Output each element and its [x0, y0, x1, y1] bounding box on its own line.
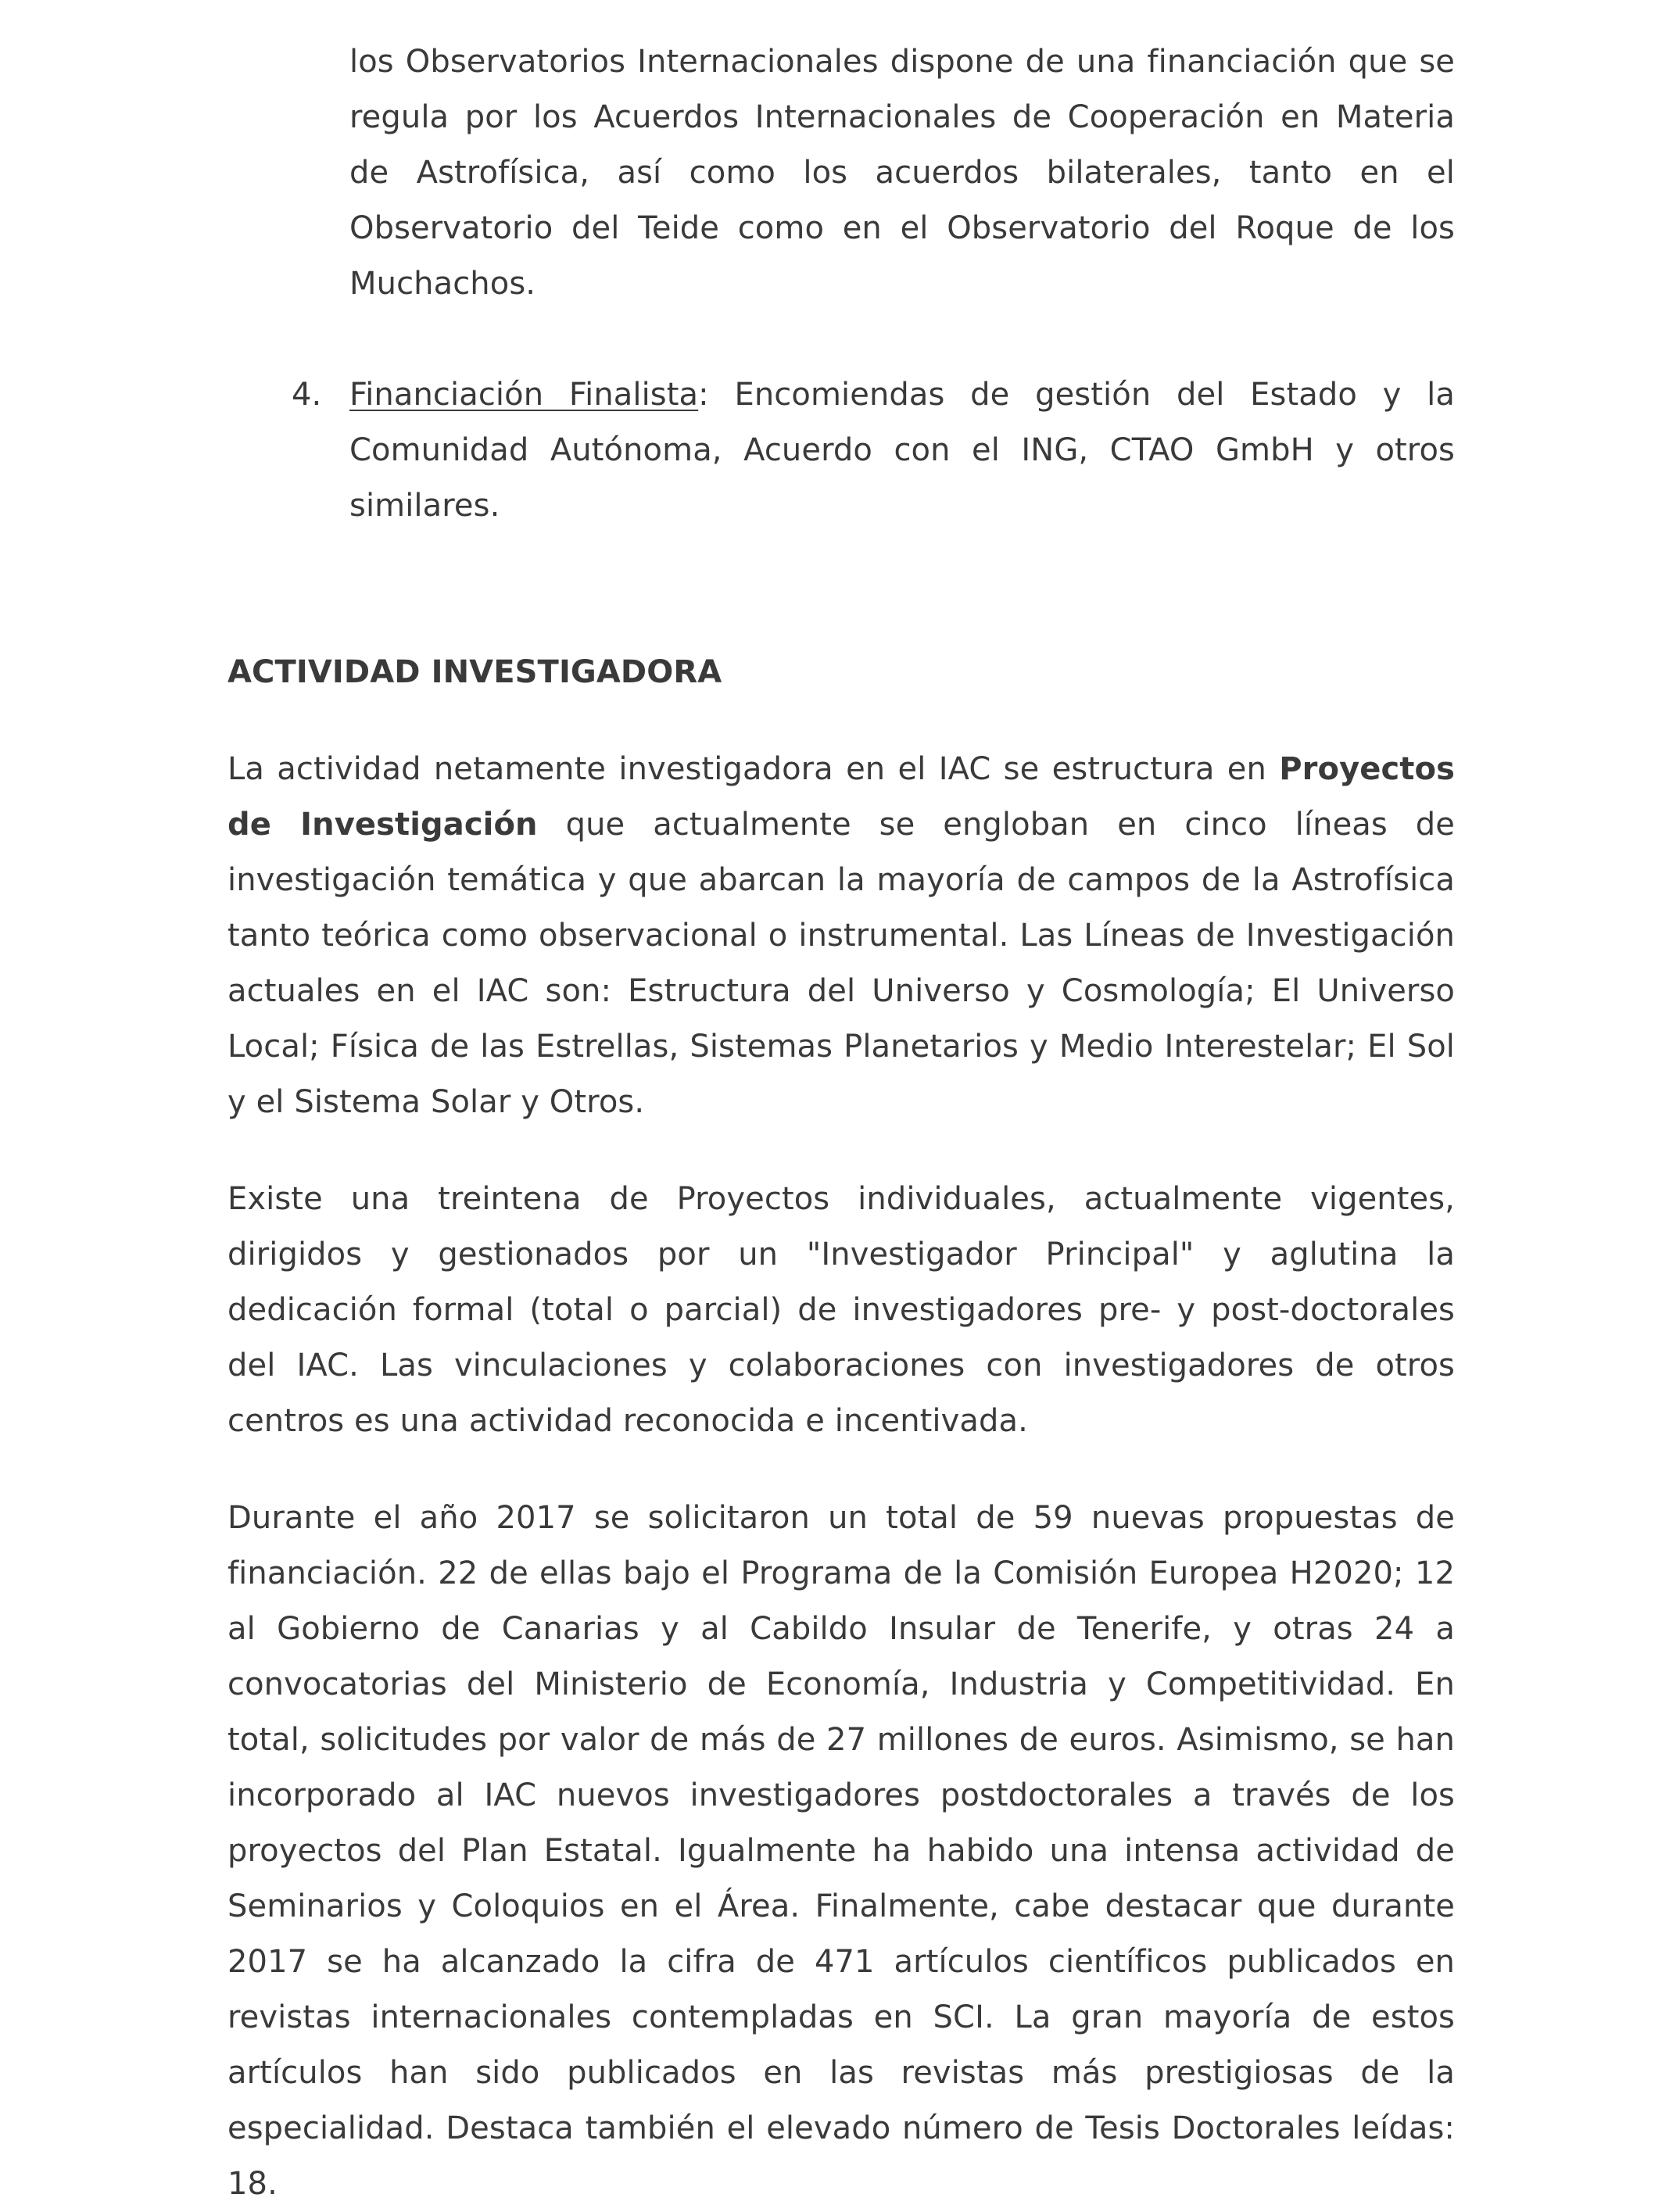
document-page — [227, 34, 1455, 2212]
list-item-colon: : — [698, 377, 709, 413]
intro-paragraph: los Observatorios Internacionales dispone de una financiación que se regula por los Acuerdos Internacionales de Cooperación en Materia de Astrofísica, así como los acuerdos bilaterales, tanto en el Observatorio del Teide como en el Observatorio del Roque de los Muchachos. — [349, 44, 1455, 302]
list-item-number: 4. — [292, 377, 322, 413]
list-item-body: Encomiendas de gestión del Estado y la Comunidad Autónoma, Acuerdo con el ING, CTAO GmbH y otros similares. — [349, 377, 1455, 524]
paragraph-1-part1: La actividad netamente investigadora en el IAC se estructura en — [227, 751, 1280, 787]
paragraph-1-bold: Proyectos de Investigación — [227, 751, 1455, 843]
paragraph-2017-summary: Durante el año 2017 se solicitaron un total de 59 nuevas propuestas de financiación. 22 de ellas bajo el Programa de la Comisión Europea H2020; 12 al Gobierno de Canarias y al Cabildo Insular de Tenerife, y otras 24 a convocatorias del Ministerio de Economía, Industria y Competitividad. En total, solicitudes por valor de más de 27 millones de euros. Asimismo, se han incorporado al IAC nuevos investigadores postdoctorales a través de los proyectos del Plan Estatal. Igualmente ha habido una intensa actividad de Seminarios y Coloquios en el Área. Finalmente, cabe destacar que durante 2017 se ha alcanzado la cifra de 471 artículos científicos publicados en revistas internacionales contempladas en SCI. La gran mayoría de estos artículos han sido publicados en las revistas más prestigiosas de la especialidad. Destaca también el elevado número de Tesis Doctorales leídas: 18. — [227, 1500, 1455, 2202]
paragraph-projects: Existe una treintena de Proyectos individuales, actualmente vigentes, dirigidos y gestionados por un "Investigador Principal" y aglutina la dedicación formal (total o parcial) de investigadores pre- y post-doctorales del IAC. Las vinculaciones y colaboraciones con investigadores de otros centros es una actividad reconocida e incentivada. — [227, 1181, 1455, 1439]
list-item-4 — [292, 367, 1455, 534]
list-item-title: Financiación Finalista — [349, 377, 699, 413]
paragraph-1-part2: que actualmente se engloban en cinco líneas de investigación temática y que abarcan la mayoría de campos de la Astrofísica tanto teórica como observacional o instrumental. Las Líneas de Investigación actuales en el IAC son: Estructura del Universo y Cosmología; El Universo Local; Física de las Estrellas, Sistemas Planetarios y Medio Interestelar; El Sol y el Sistema Solar y Otros. — [227, 807, 1455, 1120]
list-item-text — [349, 367, 1455, 534]
intro-block — [292, 34, 1455, 534]
section-heading: ACTIVIDAD INVESTIGADORA — [227, 654, 722, 690]
paragraph-research-lines — [227, 742, 1455, 1130]
